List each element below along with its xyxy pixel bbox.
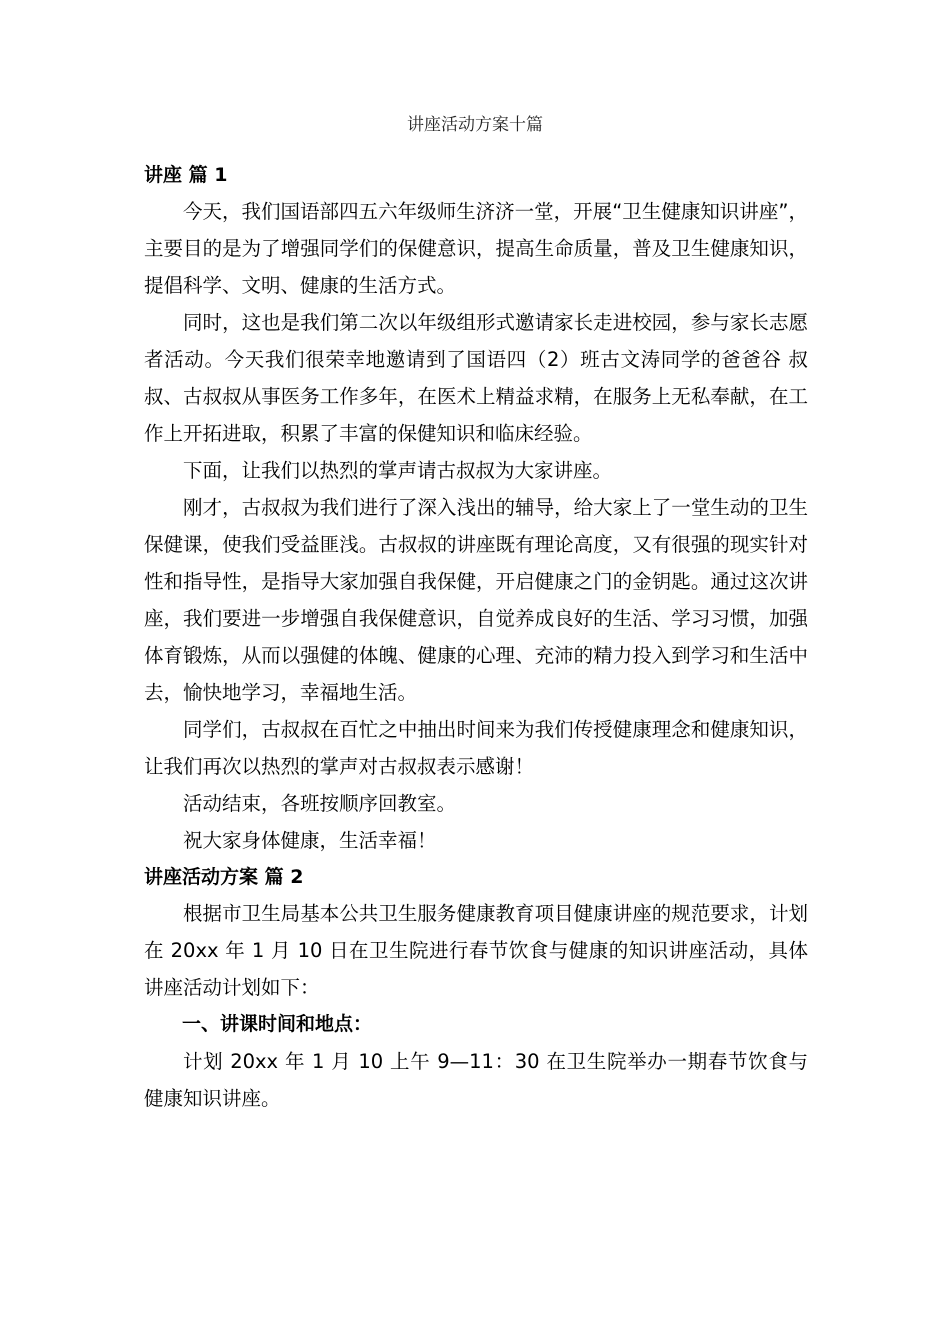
section-2-intro: 根据市卫生局基本公共卫生服务健康教育项目健康讲座的规范要求，计划在 20xx 年 1 月 10 日在卫生院进行春节饮食与健康的知识讲座活动，具体讲座活动计划如下： <box>144 902 808 999</box>
section-1-paragraph: 活动结束，各班按顺序回教室。 <box>183 792 457 815</box>
section-1-paragraph: 同学们，古叔叔在百忙之中抽出时间来为我们传授健康理念和健康知识，让我们再次以热烈的掌声对古叔叔表示感谢！ <box>144 718 808 778</box>
section-1-paragraph: 祝大家身体健康，生活幸福！ <box>183 829 437 852</box>
section-1-paragraph: 刚才，古叔叔为我们进行了深入浅出的辅导，给大家上了一堂生动的卫生保健课，使我们受益匪浅。古叔叔的讲座既有理论高度，又有很强的现实针对性和指导性，是指导大家加强自我保健，开启健康之门的金钥匙。通过这次讲座，我们要进一步增强自我保健意识，自觉养成良好的生活、学习习惯，加强体育锻炼，从而以强健的体魄、健康的心理、充沛的精力投入到学习和生活中去，愉快地学习，幸福地生活。 <box>144 496 808 704</box>
section-2-heading: 讲座活动方案 篇 2 <box>144 866 304 888</box>
section-2-detail: 计划 20xx 年 1 月 10 上午 9—11：30 在卫生院举办一期春节饮食与健康知识讲座。 <box>144 1050 808 1110</box>
section-1-paragraph: 今天，我们国语部四五六年级师生济济一堂，开展“卫生健康知识讲座”，主要目的是为了增强同学们的保健意识，提高生命质量，普及卫生健康知识，提倡科学、文明、健康的生活方式。 <box>144 200 808 297</box>
section-1-paragraph: 同时，这也是我们第二次以年级组形式邀请家长走进校园，参与家长志愿者活动。今天我们很荣幸地邀请到了国语四（2）班古文涛同学的爸爸谷 叔叔、古叔叔从事医务工作多年，在医术上精益求精，在服务上无私奉献，在工作上开拓进取，积累了丰富的保健知识和临床经验。 <box>144 311 808 445</box>
document-body <box>144 157 808 1117</box>
document-title: 讲座活动方案十篇 <box>407 115 543 135</box>
section-2-subheading: 一、讲课时间和地点： <box>182 1013 373 1035</box>
section-1-heading: 讲座 篇 1 <box>144 164 228 186</box>
section-1-paragraph: 下面，让我们以热烈的掌声请古叔叔为大家讲座。 <box>183 459 613 482</box>
